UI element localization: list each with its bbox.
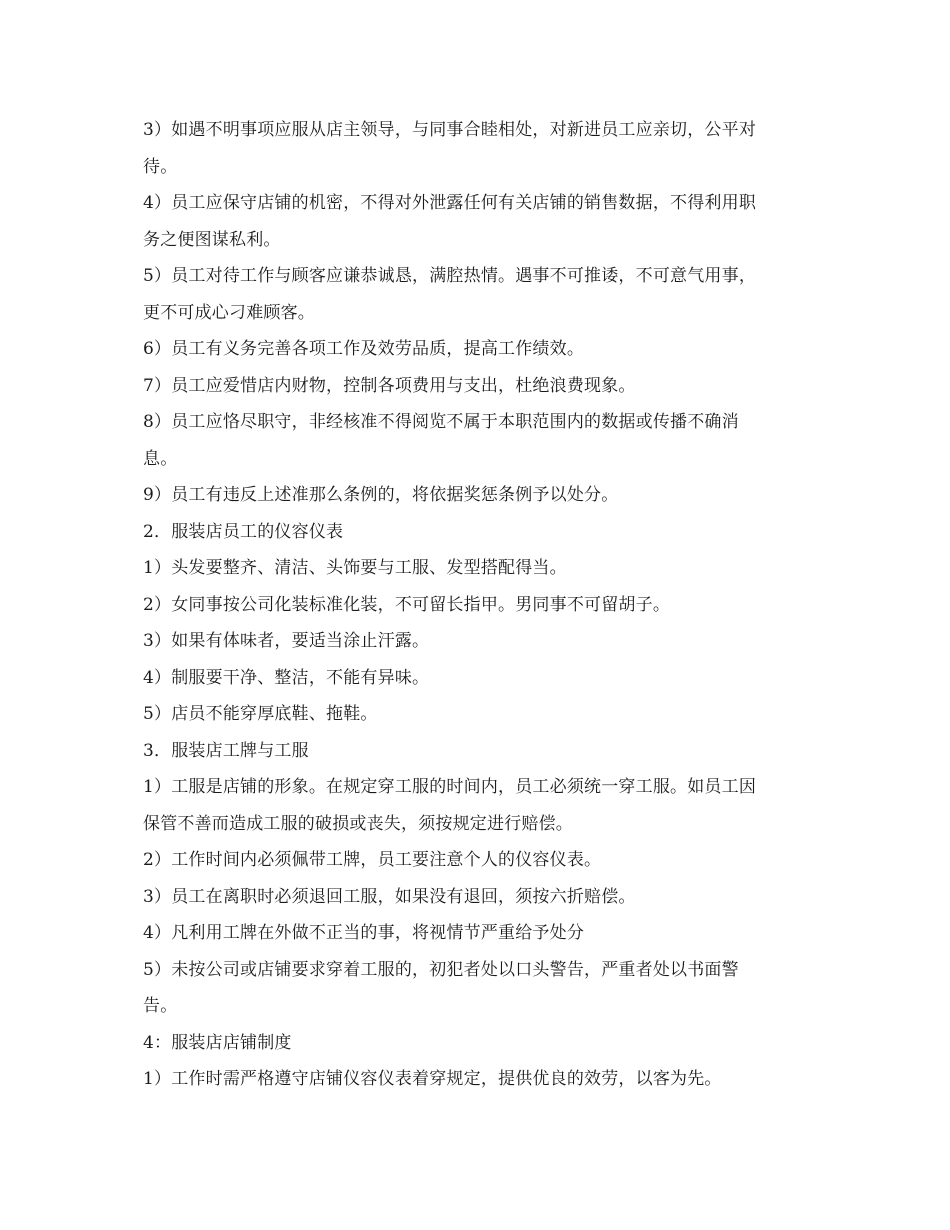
text-line: 告。	[143, 996, 178, 1016]
text-line: 3）如遇不明事项应服从店主领导，与同事合睦相处，对新进员工应亲切，公平对	[143, 120, 757, 140]
text-line: 4）员工应保守店铺的机密，不得对外泄露任何有关店铺的销售数据，不得利用职	[143, 193, 757, 213]
text-line: 1）工作时需严格遵守店铺仪容仪表着穿规定，提供优良的效劳，以客为先。	[143, 1069, 722, 1089]
document-body	[143, 112, 811, 1098]
text-line: 5）未按公司或店铺要求穿着工服的，初犯者处以口头警告，严重者处以书面警	[143, 959, 739, 980]
text-line: 5）店员不能穿厚底鞋、拖鞋。	[143, 704, 378, 724]
text-line: 待。	[143, 156, 178, 177]
text-line: 9）员工有违反上述准那么条例的，将依据奖惩条例予以处分。	[143, 485, 619, 505]
text-line: 息。	[143, 448, 178, 469]
text-line: 3）如果有体味者，要适当涂止汗露。	[143, 631, 430, 651]
text-line: 3）员工在离职时必须退回工服，如果没有退回，须按六折赔偿。	[143, 886, 636, 907]
text-line: 1）工服是店铺的形象。在规定穿工服的时间内，员工必须统一穿工服。如员工因	[143, 777, 757, 797]
text-line: 7）员工应爱惜店内财物，控制各项费用与支出，杜绝浪费现象。	[143, 375, 636, 396]
text-line: 5）员工对待工作与顾客应谦恭诚恳，满腔热情。遇事不可推诿，不可意气用事，	[143, 266, 757, 286]
section-heading: 3．服装店工牌与工服	[143, 740, 309, 761]
text-line: 保管不善而造成工服的破损或丧失，须按规定进行赔偿。	[143, 813, 573, 834]
text-line: 4）凡利用工牌在外做不正当的事，将视情节严重给予处分	[143, 923, 585, 943]
text-line: 更不可成心刁难顾客。	[143, 302, 315, 323]
text-line: 务之便图谋私利。	[143, 229, 281, 250]
section-heading: 4：服装店店铺制度	[143, 1032, 292, 1053]
text-line: 6）员工有义务完善各项工作及效劳品质，提高工作绩效。	[143, 339, 585, 359]
section-heading: 2．服装店员工的仪容仪表	[143, 521, 344, 542]
text-line: 2）女同事按公司化装标准化装，不可留长指甲。男同事不可留胡子。	[143, 594, 671, 615]
text-line: 2）工作时间内必须佩带工牌，员工要注意个人的仪容仪表。	[143, 850, 602, 870]
text-line: 8）员工应恪尽职守，非经核准不得阅览不属于本职范围内的数据或传播不确消	[143, 412, 739, 432]
text-line: 4）制服要干净、整洁，不能有异味。	[143, 667, 430, 688]
text-line: 1）头发要整齐、清洁、头饰要与工服、发型搭配得当。	[143, 558, 567, 578]
